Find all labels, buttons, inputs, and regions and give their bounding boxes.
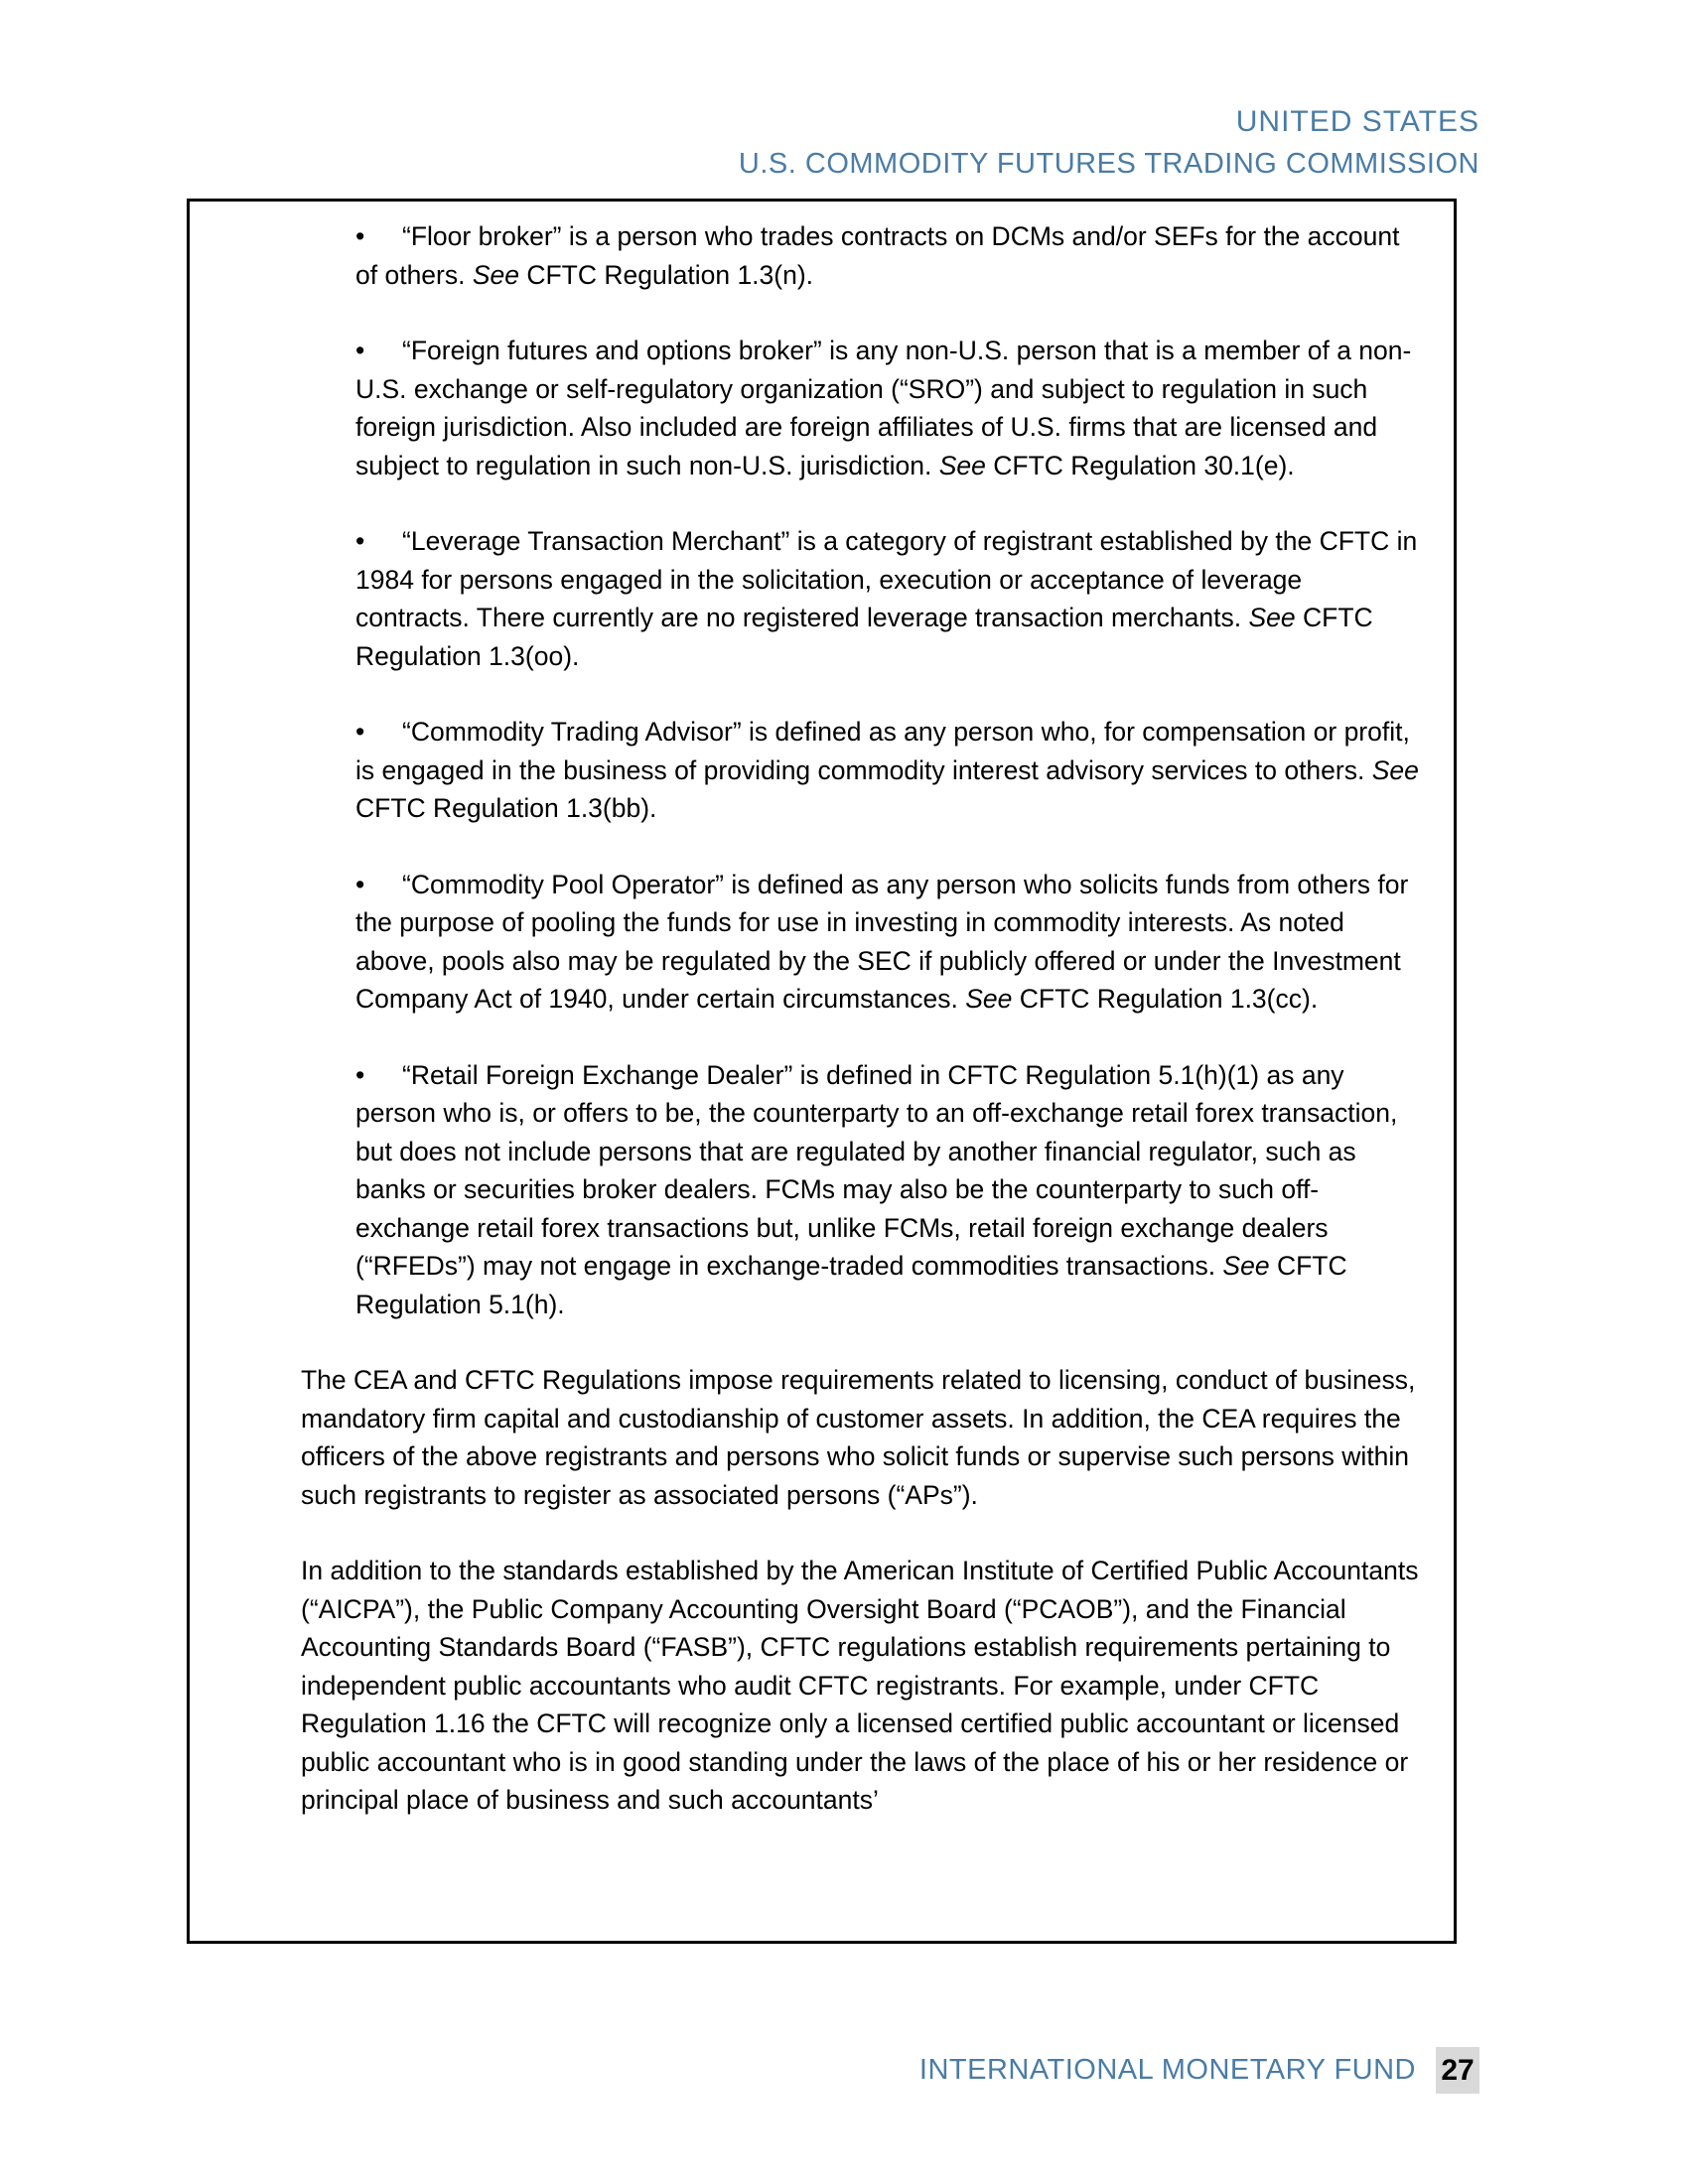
bullet-item bbox=[355, 332, 1420, 484]
text-segment: CFTC Regulation 1.3(cc). bbox=[1012, 984, 1319, 1014]
text-segment: “Floor broker” is a person who trades contracts on DCMs and/or SEFs for the account of others. bbox=[355, 221, 1400, 290]
bullet-icon: • bbox=[355, 221, 365, 251]
text-segment: CFTC Regulation 30.1(e). bbox=[985, 450, 1295, 480]
page-number-badge: 27 bbox=[1436, 2047, 1479, 2094]
page-footer bbox=[919, 2047, 1479, 2094]
page-header bbox=[739, 105, 1479, 181]
text-segment: “Commodity Pool Operator” is defined as any person who solicits funds from others for the purpose of pooling the funds for use in investing in commodity interests. As noted above, pools also may be regulated by the SEC if publicly offered or under the Investment Company Act of 1940, under certain circumstances. bbox=[355, 869, 1409, 1014]
italic-text-segment: See bbox=[938, 450, 986, 480]
bullet-item bbox=[355, 217, 1420, 294]
bullet-icon: • bbox=[355, 869, 365, 899]
bullet-icon: • bbox=[355, 336, 365, 365]
text-segment: The CEA and CFTC Regulations impose requirements related to licensing, conduct of business, mandatory firm capital and custodianship of customer assets. In addition, the CEA requires the officers of the above registrants and persons who solicit funds or supervise such persons within such registrants to register as associated persons (“APs”). bbox=[301, 1365, 1416, 1510]
italic-text-segment: See bbox=[1371, 754, 1419, 785]
bullet-item bbox=[355, 1056, 1420, 1324]
italic-text-segment: See bbox=[472, 259, 519, 290]
italic-text-segment: See bbox=[1222, 1251, 1270, 1281]
bullet-icon: • bbox=[355, 1059, 365, 1090]
text-segment: “Leverage Transaction Merchant” is a category of registrant established by the CFTC in 1984 for persons engaged in the solicitation, execution or acceptance of leverage contracts. There currently are no registered leverage transaction merchants. bbox=[355, 526, 1418, 632]
text-segment: CFTC Regulation 1.3(bb). bbox=[355, 793, 657, 823]
text-segment: CFTC Regulation 1.3(n). bbox=[519, 259, 814, 290]
text-segment: CFTC Regulation 5.1(h). bbox=[355, 1251, 1347, 1319]
text-segment: In addition to the standards established by the American Institute of Certified Public Accountants (“AICPA”), the Public Company Accounting Oversight Board (“PCAOB”), and the Financial Accounting Standards Board (“FASB”), CFTC regulations establish requirements pertaining to independent public accountants who audit CFTC registrants. For example, under CFTC Regulation 1.16 the CFTC will recognize only a licensed certified public accountant or licensed public accountant who is in good standing under the laws of the place of his or her residence or principal place of business and such accountants’ bbox=[301, 1556, 1419, 1815]
text-segment: CFTC Regulation 1.3(oo). bbox=[355, 603, 1373, 671]
italic-text-segment: See bbox=[965, 984, 1013, 1014]
italic-text-segment: See bbox=[1248, 603, 1296, 632]
bullet-item bbox=[355, 866, 1420, 1019]
paragraph bbox=[301, 1361, 1420, 1514]
text-segment: “Retail Foreign Exchange Dealer” is defined in CFTC Regulation 5.1(h)(1) as any person who is, or offers to be, the counterparty to an off-exchange retail forex transaction, but does not include persons that are regulated by another financial regulator, such as banks or securities broker dealers. FCMs may also be the counterparty to such off-exchange retail forex transactions but, unlike FCMs, retail foreign exchange dealers (“RFEDs”) may not engage in exchange-traded commodities transactions. bbox=[355, 1059, 1398, 1281]
header-country: UNITED STATES bbox=[1235, 105, 1479, 138]
bullet-item bbox=[355, 713, 1420, 828]
framed-text-box bbox=[187, 199, 1457, 1944]
bullet-icon: • bbox=[355, 526, 365, 556]
paragraph bbox=[301, 1552, 1420, 1820]
footer-organization: INTERNATIONAL MONETARY FUND bbox=[918, 2054, 1416, 2086]
bullet-icon: • bbox=[355, 717, 365, 747]
text-segment: “Commodity Trading Advisor” is defined as any person who, for compensation or profit, is engaged in the business of providing commodity interest advisory services to others. bbox=[355, 717, 1410, 785]
text-segment: “Foreign futures and options broker” is any non-U.S. person that is a member of a non-U.S. exchange or self-regulatory organization (“SRO”) and subject to regulation in such foreign jurisdiction. Also included are foreign affiliates of U.S. firms that are licensed and subject to regulation in such non-U.S. jurisdiction. bbox=[355, 336, 1412, 480]
header-agency: U.S. COMMODITY FUTURES TRADING COMMISSION bbox=[738, 148, 1479, 180]
bullet-item bbox=[355, 522, 1420, 675]
